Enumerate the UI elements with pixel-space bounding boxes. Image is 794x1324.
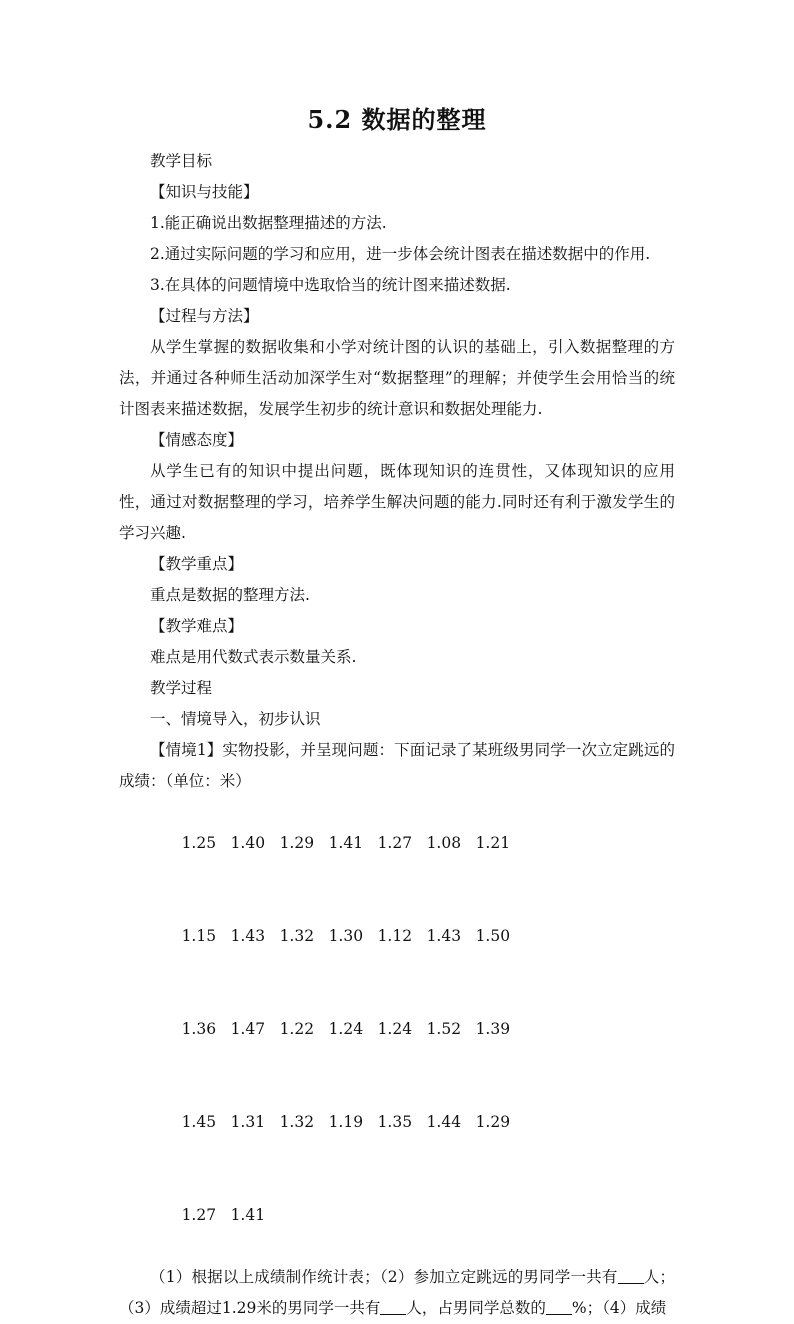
data-value: 1.24	[377, 1020, 413, 1038]
answer-blank[interactable]	[618, 1265, 644, 1284]
answer-blank[interactable]	[546, 1296, 572, 1315]
data-value: 1.19	[328, 1113, 364, 1131]
data-value: 1.29	[279, 834, 315, 852]
data-value: 1.43	[426, 927, 462, 945]
question-part-c: 人，占男同学总数的	[406, 1299, 546, 1317]
data-value: 1.30	[328, 927, 364, 945]
question-part-d: %；（4）成绩	[571, 1299, 667, 1317]
data-value: 1.24	[328, 1020, 364, 1038]
data-value: 1.50	[475, 927, 511, 945]
data-value: 1.21	[475, 834, 511, 852]
data-value: 1.08	[426, 834, 462, 852]
data-value: 1.32	[279, 927, 315, 945]
question-part-a: （1）根据以上成绩制作统计表；（2）参加立定跳远的男同学一共有	[150, 1268, 618, 1286]
data-value: 1.52	[426, 1020, 462, 1038]
knowledge-item-2: 2.通过实际问题的学习和应用，进一步体会统计图表在描述数据中的作用.	[150, 245, 651, 263]
data-value: 1.41	[328, 834, 364, 852]
data-value: 1.32	[279, 1113, 315, 1131]
part1-heading: 一、情境导入，初步认识	[150, 710, 321, 728]
emotion-heading: 【情感态度】	[150, 431, 244, 449]
data-row	[119, 1169, 675, 1262]
data-value: 1.44	[426, 1113, 462, 1131]
data-value: 1.45	[181, 1113, 217, 1131]
process-heading: 【过程与方法】	[150, 307, 259, 325]
knowledge-item-1: 1.能正确说出数据整理描述的方法.	[150, 214, 387, 232]
data-value: 1.15	[181, 927, 217, 945]
question-part-b: 人；（3）成绩超过1.29米的男同学一共有	[119, 1268, 675, 1317]
data-value: 1.27	[377, 834, 413, 852]
data-row	[119, 890, 675, 983]
difficulty-heading: 【教学难点】	[150, 617, 244, 635]
document-body	[119, 146, 675, 1324]
goals-heading: 教学目标	[150, 152, 213, 170]
knowledge-item-3: 3.在具体的问题情境中选取恰当的统计图来描述数据.	[150, 276, 511, 294]
data-value: 1.47	[230, 1020, 266, 1038]
knowledge-heading: 【知识与技能】	[150, 183, 259, 201]
data-value: 1.35	[377, 1113, 413, 1131]
data-value: 1.31	[230, 1113, 266, 1131]
data-row	[119, 983, 675, 1076]
data-value: 1.27	[181, 1206, 217, 1224]
data-value: 1.29	[475, 1113, 511, 1131]
data-value: 1.12	[377, 927, 413, 945]
situation-text: 【情境1】实物投影，并呈现问题：下面记录了某班级男同学一次立定跳远的成绩：（单位：米）	[119, 741, 675, 790]
data-row	[119, 797, 675, 890]
answer-blank[interactable]	[380, 1296, 406, 1315]
data-value: 1.39	[475, 1020, 511, 1038]
data-value: 1.40	[230, 834, 266, 852]
question-text	[119, 1262, 675, 1324]
key-heading: 【教学重点】	[150, 555, 244, 573]
key-text: 重点是数据的整理方法.	[150, 586, 310, 604]
data-value: 1.41	[230, 1206, 266, 1224]
data-value: 1.36	[181, 1020, 217, 1038]
process-text: 从学生掌握的数据收集和小学对统计图的认识的基础上，引入数据整理的方法，并通过各种师生活动加深学生对“数据整理”的理解；并使学生会用恰当的统计图表来描述数据，发展学生初步的统计意识和数据处理能力.	[119, 338, 675, 418]
data-value: 1.22	[279, 1020, 315, 1038]
teaching-process-heading: 教学过程	[150, 679, 213, 697]
emotion-text: 从学生已有的知识中提出问题，既体现知识的连贯性，又体现知识的应用性，通过对数据整理的学习，培养学生解决问题的能力.同时还有利于激发学生的学习兴趣.	[119, 462, 675, 542]
data-value: 1.43	[230, 927, 266, 945]
data-value: 1.25	[181, 834, 217, 852]
page-title: 5.2 数据的整理	[307, 105, 487, 134]
difficulty-text: 难点是用代数式表示数量关系.	[150, 648, 357, 666]
